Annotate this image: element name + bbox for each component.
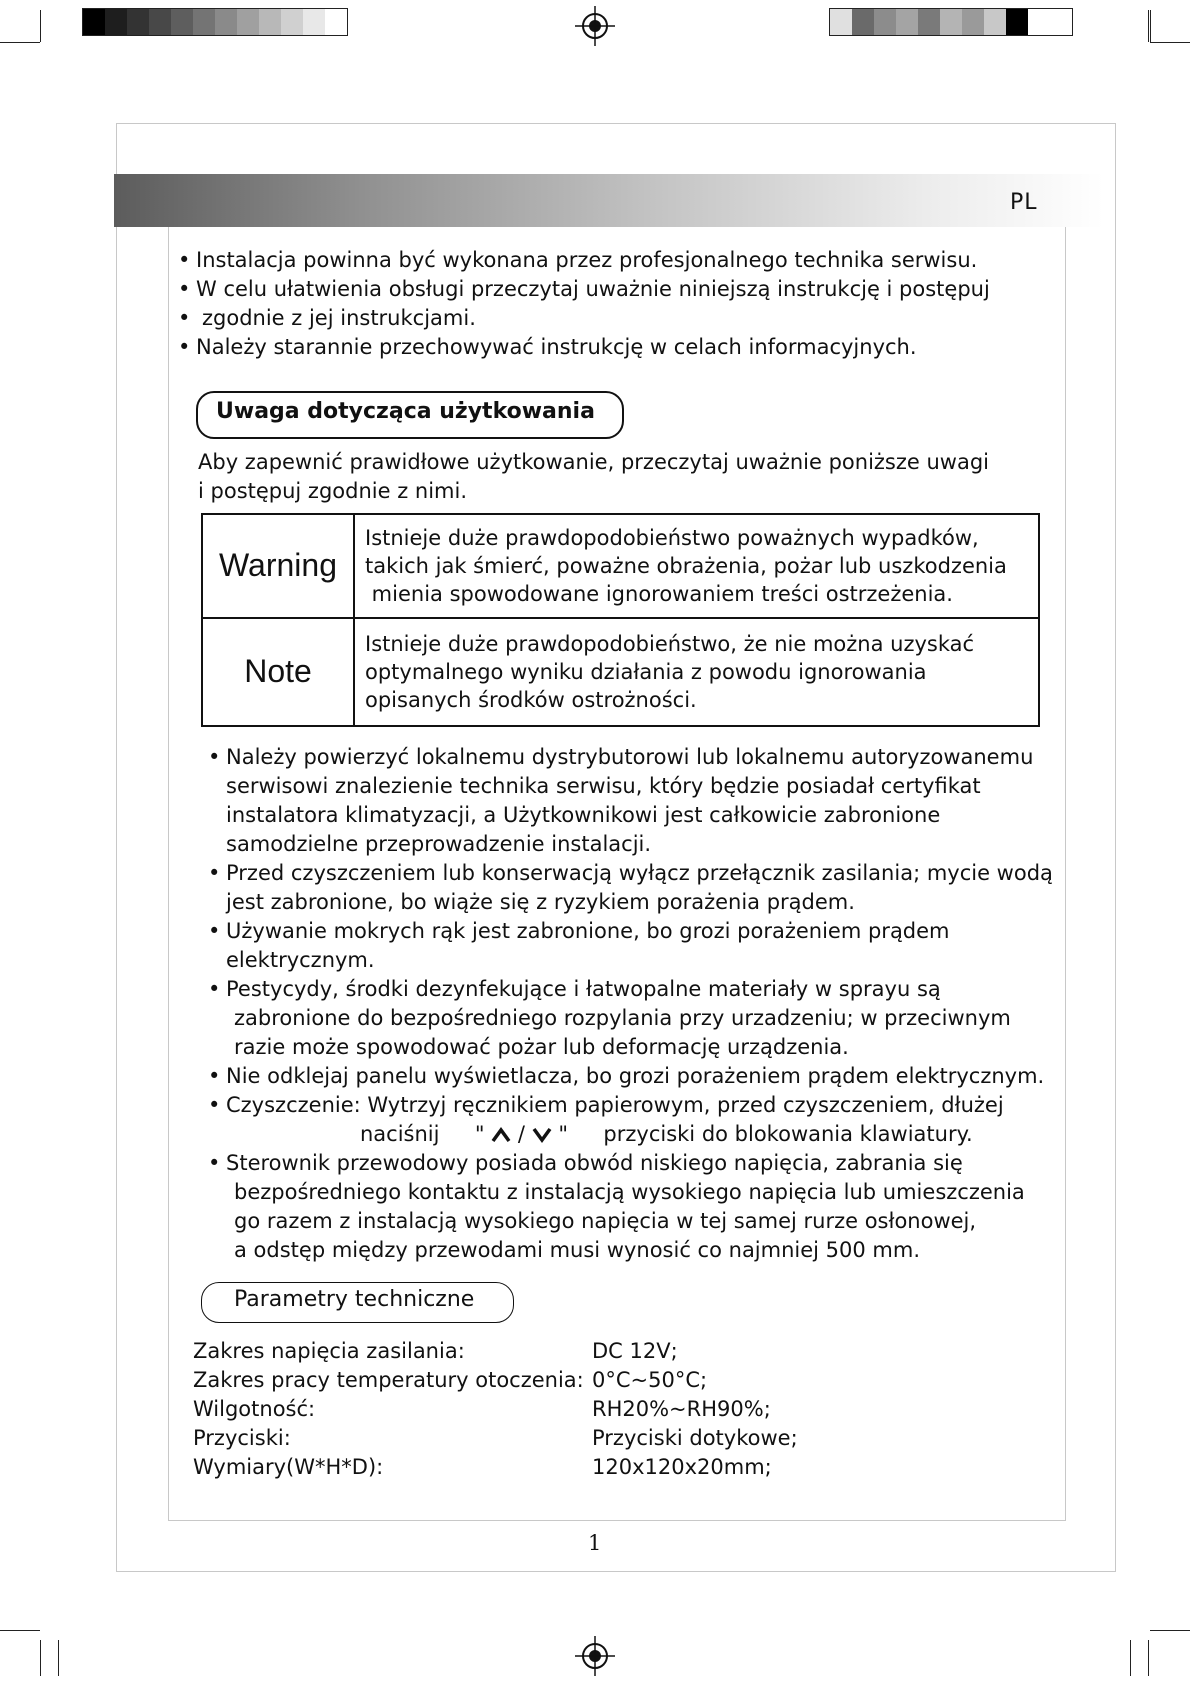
list-item bbox=[226, 975, 1053, 1062]
list-line: samodzielne przeprowadzenie instalacji. bbox=[226, 832, 652, 856]
list-line: • Używanie mokrych rąk jest zabronione, bo grozi porażeniem prądem bbox=[226, 919, 950, 943]
note-label: Note bbox=[202, 618, 354, 726]
warning-text bbox=[354, 514, 1039, 618]
intro-bullet-list bbox=[196, 246, 990, 362]
spec-value: Przyciski dotykowe; bbox=[592, 1426, 798, 1450]
chevron-up-icon bbox=[491, 1127, 511, 1143]
list-item-text: zgodnie z jej instrukcjami. bbox=[202, 306, 476, 330]
list-line: razie może spowodować pożar lub deformację urządzenia. bbox=[234, 1035, 849, 1059]
spec-values-column bbox=[592, 1337, 798, 1482]
note-text-line: opisanych środków ostrożności. bbox=[365, 687, 697, 712]
list-line: jest zabronione, bo wiąże się z ryzykiem porażenia prądem. bbox=[226, 890, 855, 914]
table-row bbox=[202, 514, 1039, 618]
tech-section-title: Parametry techniczne bbox=[234, 1287, 475, 1312]
color-bar-left bbox=[82, 8, 348, 36]
slash-separator: / bbox=[517, 1122, 525, 1146]
spec-value: RH20%~RH90%; bbox=[592, 1397, 771, 1421]
warning-label: Warning bbox=[202, 514, 354, 618]
list-line: instalatora klimatyzacji, a Użytkownikowi jest całkowicie zabronione bbox=[226, 803, 941, 827]
lock-keys-text: przyciski do blokowania klawiatury. bbox=[603, 1122, 973, 1146]
usage-intro-line: Aby zapewnić prawidłowe użytkowanie, przeczytaj uważnie poniższe uwagi bbox=[198, 450, 990, 474]
spec-label: Zakres napięcia zasilania: bbox=[193, 1339, 465, 1363]
quote-open: " bbox=[474, 1122, 485, 1146]
usage-intro-line: i postępuj zgodnie z nimi. bbox=[198, 479, 468, 503]
list-line: go razem z instalacją wysokiego napięcia w tej samej rurze osłonowej, bbox=[234, 1209, 977, 1233]
list-line: • Sterownik przewodowy posiada obwód niskiego napięcia, zabrania się bbox=[226, 1151, 963, 1175]
list-line: bezpośredniego kontaktu z instalacją wysokiego napięcia lub umieszczenia bbox=[234, 1180, 1025, 1204]
list-line bbox=[226, 1120, 1053, 1149]
list-item: • Należy starannie przechowywać instrukcję w celach informacyjnych. bbox=[196, 333, 990, 362]
chevron-down-icon bbox=[532, 1127, 552, 1143]
list-item bbox=[226, 743, 1053, 859]
list-line: • Nie odklejaj panelu wyświetlacza, bo grozi porażeniem prądem elektrycznym. bbox=[226, 1064, 1045, 1088]
page-number: 1 bbox=[588, 1531, 602, 1555]
list-line: • Należy powierzyć lokalnemu dystrybutorowi lub lokalnemu autoryzowanemu bbox=[226, 745, 1034, 769]
list-line: • Pestycydy, środki dezynfekujące i łatwopalne materiały w sprayu są bbox=[226, 977, 941, 1001]
warning-text-line: mienia spowodowane ignorowaniem treści ostrzeżenia. bbox=[365, 581, 953, 606]
spec-label: Zakres pracy temperatury otoczenia: bbox=[193, 1368, 584, 1392]
quote-close: " bbox=[558, 1122, 569, 1146]
usage-intro-text bbox=[198, 448, 989, 506]
list-line: • Czyszczenie: Wytrzyj ręcznikiem papierowym, przed czyszczeniem, dłużej bbox=[226, 1093, 1004, 1117]
list-item bbox=[226, 917, 1053, 975]
spec-labels-column bbox=[193, 1337, 584, 1482]
list-line: elektrycznym. bbox=[226, 948, 375, 972]
list-item bbox=[226, 1062, 1053, 1091]
warning-text-line: takich jak śmierć, poważne obrażenia, pożar lub uszkodzenia bbox=[365, 553, 1007, 578]
notice-table bbox=[201, 513, 1040, 727]
color-bar-right bbox=[829, 8, 1073, 36]
registration-mark-bottom bbox=[575, 1636, 615, 1676]
spec-value: 0°C~50°C; bbox=[592, 1368, 708, 1392]
spec-value: DC 12V; bbox=[592, 1339, 678, 1363]
note-text-line: optymalnego wyniku działania z powodu ignorowania bbox=[365, 659, 927, 684]
list-item bbox=[226, 1149, 1053, 1265]
spec-value: 120x120x20mm; bbox=[592, 1455, 772, 1479]
spec-label: Wymiary(W*H*D): bbox=[193, 1455, 384, 1479]
list-line: zabronione do bezpośredniego rozpylania przy urzadzeniu; w przeciwnym bbox=[234, 1006, 1011, 1030]
table-row bbox=[202, 618, 1039, 726]
list-item bbox=[226, 1091, 1053, 1149]
registration-mark-top bbox=[575, 6, 615, 46]
list-item: • W celu ułatwienia obsługi przeczytaj uważnie niniejszą instrukcję i postępuj bbox=[196, 275, 990, 304]
list-item: • Instalacja powinna być wykonana przez profesjonalnego technika serwisu. bbox=[196, 246, 990, 275]
note-text-line: Istnieje duże prawdopodobieństwo, że nie można uzyskać bbox=[365, 631, 975, 656]
list-line: • Przed czyszczeniem lub konserwacją wyłącz przełącznik zasilania; mycie wodą bbox=[226, 861, 1053, 885]
spec-label: Przyciski: bbox=[193, 1426, 291, 1450]
list-item-continuation bbox=[196, 304, 990, 333]
list-line: a odstęp między przewodami musi wynosić co najmniej 500 mm. bbox=[234, 1238, 921, 1262]
note-text bbox=[354, 618, 1039, 726]
language-label: PL bbox=[1010, 190, 1038, 215]
list-item bbox=[226, 859, 1053, 917]
header-gradient-band bbox=[114, 174, 1104, 227]
usage-section-title: Uwaga dotycząca użytkowania bbox=[216, 399, 595, 424]
spec-label: Wilgotność: bbox=[193, 1397, 316, 1421]
list-line: serwisowi znalezienie technika serwisu, który będzie posiadał certyfikat bbox=[226, 774, 981, 798]
safety-bullet-list bbox=[226, 743, 1053, 1265]
warning-text-line: Istnieje duże prawdopodobieństwo poważnych wypadków, bbox=[365, 525, 979, 550]
press-text: naciśnij bbox=[360, 1122, 440, 1146]
